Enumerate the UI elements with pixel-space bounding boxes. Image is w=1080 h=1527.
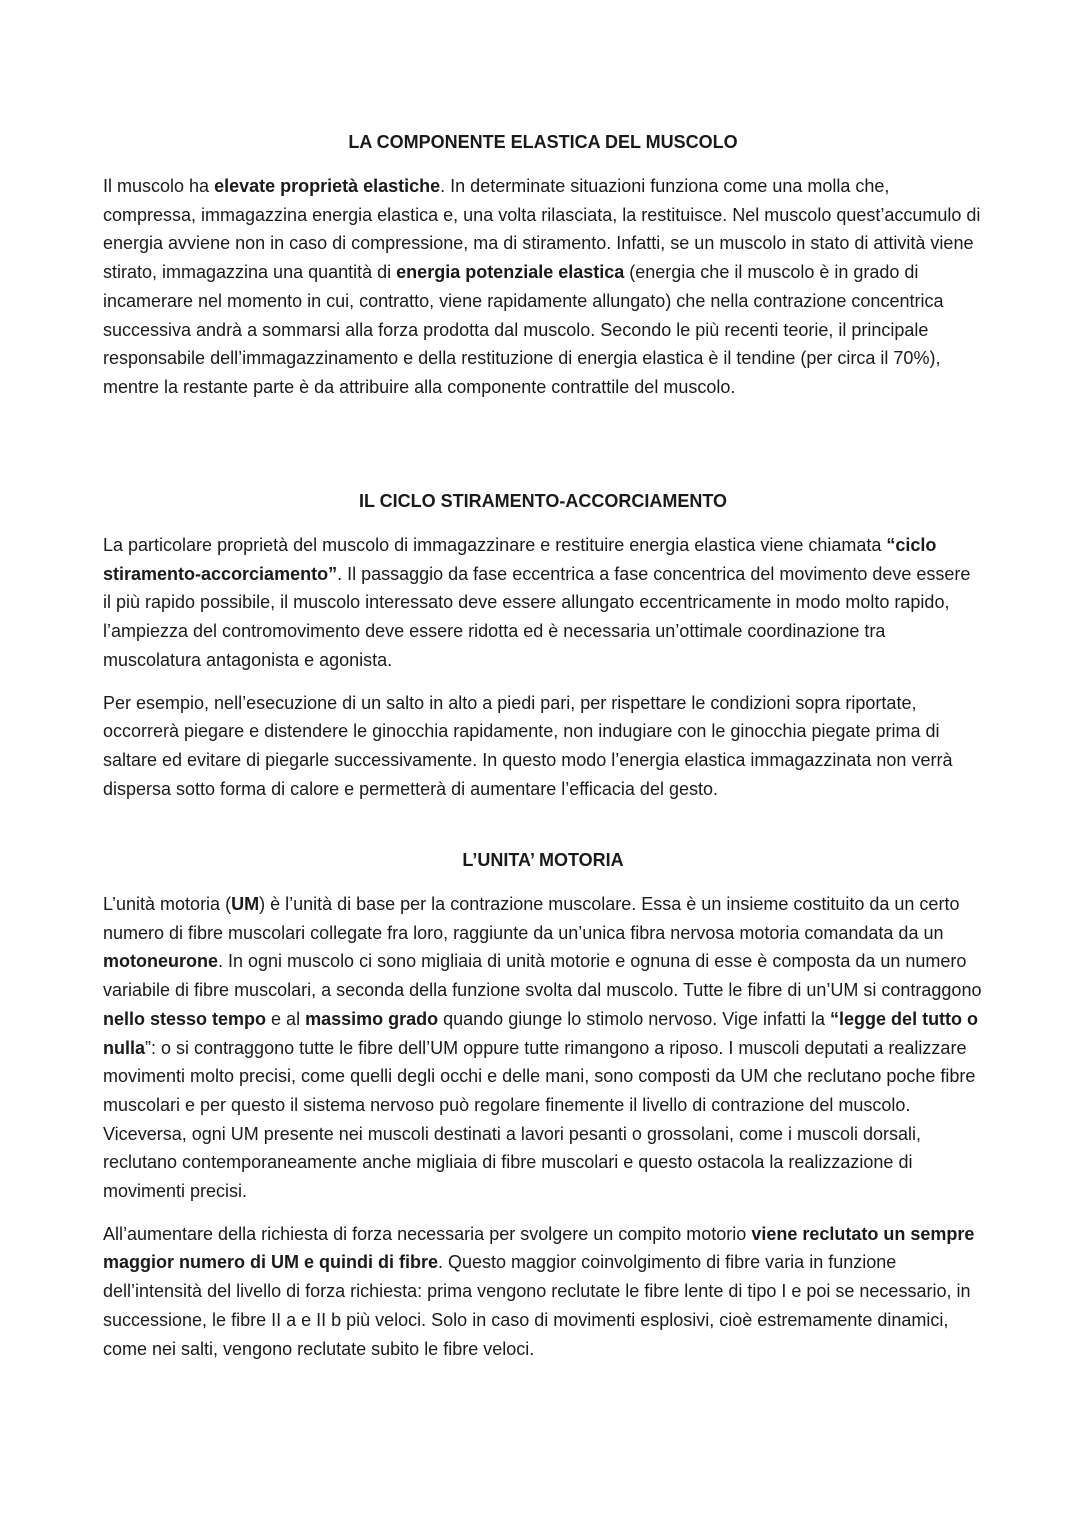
text-run: . In determinate situazioni funziona come una molla che, compressa, immagazzina energia elastica e, una volta rilasciata, la restituisce. Nel muscolo quest’accumulo di energia avviene non in caso di compressione, ma di stiramento. Infatti, se un muscolo in stato di attività viene stirato, immagazzina una quantità di (103, 176, 981, 283)
bold-text: nello stesso tempo (103, 1008, 267, 1029)
text-run: L’unità motoria ( (103, 894, 232, 914)
bold-text: “ciclo stiramento-accorciamento” (103, 535, 937, 584)
bold-text: massimo grado (305, 1008, 439, 1029)
paragraph (103, 531, 983, 675)
paragraph (103, 1220, 983, 1364)
bold-text: elevate proprietà elastiche (214, 176, 441, 196)
text-run: All’aumentare della richiesta di forza necessaria per svolgere un compito motorio (103, 1223, 752, 1244)
paragraph (103, 172, 983, 402)
bold-text: viene reclutato un sempre maggior numero di UM e quindi di fibre (103, 1223, 975, 1273)
section-elastic-component (103, 128, 983, 402)
text-run: Il muscolo ha (103, 176, 215, 196)
bold-text: UM (231, 894, 260, 914)
text-run: quando giunge lo stimolo nervoso. Vige infatti la (438, 1008, 831, 1029)
section-motor-unit (103, 846, 983, 1363)
text-run: . Questo maggior coinvolgimento di fibre varia in funzione dell’intensità del livello di forza richiesta: prima vengono reclutate le fibre lente di tipo I e poi se necessario, in successione, le fibre II a e II b più veloci. Solo in caso di movimenti esplosivi, cioè estremamente dinamici, come nei salti, vengono reclutate subito le fibre veloci. (103, 1252, 971, 1359)
text-run: La particolare proprietà del muscolo di immagazzinare e restituire energia elastica viene chiamata (103, 535, 887, 555)
section-title: LA COMPONENTE ELASTICA DEL MUSCOLO (348, 132, 738, 152)
bold-text: motoneurone (103, 951, 218, 972)
text-run: ”: o si contraggono tutte le fibre dell’UM oppure tutte rimangono a riposo. I muscoli deputati a realizzare movimenti molto precisi, come quelli degli occhi e delle mani, sono composti da UM che reclutano poche fibre muscolari e per questo il sistema nervoso può regolare finemente il livello di contrazione del muscolo. Viceversa, ogni UM presente nei muscoli destinati a lavori pesanti o grossolani, come i muscoli dorsali, reclutano contemporaneamente anche migliaia di fibre muscolari e questo ostacola la realizzazione di movimenti precisi. (103, 1037, 976, 1202)
text-run: . In ogni muscolo ci sono migliaia di unità motorie e ognuna di esse è composta da un numero variabile di fibre muscolari, a seconda della funzione svolta dal muscolo. Tutte le fibre di un’UM si contraggono (103, 951, 982, 1001)
paragraph (103, 890, 983, 1206)
bold-text: “legge del tutto o nulla (103, 1008, 979, 1058)
section-title: L’UNITA’ MOTORIA (462, 850, 624, 870)
section-stretch-shortening-cycle (103, 487, 983, 803)
text-run: (energia che il muscolo è in grado di incamerare nel momento in cui, contratto, viene rapidamente allungato) che nella contrazione concentrica successiva andrà a sommarsi alla forza prodotta dal muscolo. Secondo le più recenti teorie, il principale responsabile dell’immagazzinamento e della restituzione di energia elastica è il tendine (per circa il 70%), mentre la restante parte è da attribuire alla componente contrattile del muscolo. (103, 262, 944, 397)
bold-text: energia potenziale elastica (396, 262, 625, 283)
section-title: IL CICLO STIRAMENTO-ACCORCIAMENTO (359, 491, 727, 511)
paragraph: Per esempio, nell’esecuzione di un salto in alto a piedi pari, per rispettare le condizioni sopra riportate, occorrerà piegare e distendere le ginocchia rapidamente, non indugiare con le ginocchia piegate prima di saltare ed evitare di piegarle successivamente. In questo modo l’energia elastica immagazzinata non verrà dispersa sotto forma di calore e permetterà di aumentare l’efficacia del gesto. (103, 692, 953, 799)
text-run: ) è l’unità di base per la contrazione muscolare. Essa è un insieme costituito da un certo numero di fibre muscolari collegate fra loro, raggiunte da un’unica fibra nervosa motoria comandata da un (103, 894, 960, 943)
text-run: e al (266, 1008, 306, 1029)
text-run: . Il passaggio da fase eccentrica a fase concentrica del movimento deve essere il più rapido possibile, il muscolo interessato deve essere allungato eccentricamente in modo molto rapido, l’ampiezza del contromovimento deve essere ridotta ed è necessaria un’ottimale coordinazione tra muscolatura antagonista e agonista. (103, 563, 971, 670)
